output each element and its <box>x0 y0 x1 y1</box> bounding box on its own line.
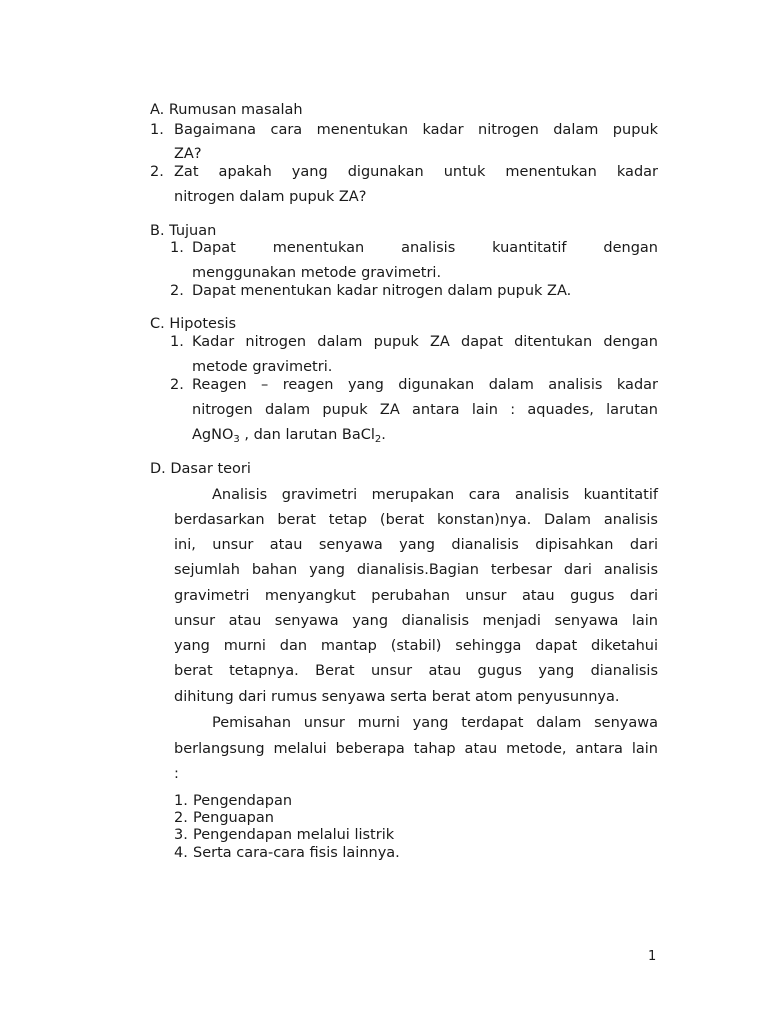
heading-tujuan: B. Tujuan <box>150 223 217 239</box>
list-item-line: Kadar nitrogen dalam pupuk ZA dapat ditentukan dengan <box>192 334 658 350</box>
list-item: Penguapan <box>193 810 274 826</box>
subscript: 3 <box>233 434 240 445</box>
list-item-line: Zat apakah yang digunakan untuk menentukan kadar <box>174 164 658 180</box>
list-number: 1. <box>174 793 188 809</box>
list-item-line: metode gravimetri. <box>192 359 333 375</box>
list-item-line: ZA? <box>174 146 202 162</box>
list-item-line: Bagaimana cara menentukan kadar nitrogen dalam pupuk <box>174 122 658 138</box>
paragraph-line: dihitung dari rumus senyawa serta berat atom penyusunnya. <box>174 689 620 705</box>
paragraph-line: Analisis gravimetri merupakan cara analisis kuantitatif <box>212 487 658 503</box>
list-item-line: Dapat menentukan analisis kuantitatif dengan <box>192 240 658 256</box>
paragraph-line: sejumlah bahan yang dianalisis.Bagian terbesar dari analisis <box>174 562 658 578</box>
paragraph-line: : <box>174 766 179 782</box>
list-number: 2. <box>174 810 188 826</box>
period: . <box>381 427 386 443</box>
list-number: 1. <box>150 122 164 138</box>
list-item: Serta cara-cara fisis lainnya. <box>193 845 400 861</box>
paragraph-line: berat tetapnya. Berat unsur atau gugus yang dianalisis <box>174 663 658 679</box>
page-number: 1 <box>648 949 657 964</box>
list-number: 1. <box>170 334 184 350</box>
list-item-line: Dapat menentukan kadar nitrogen dalam pupuk ZA. <box>192 283 572 299</box>
subscript: 2 <box>374 434 382 445</box>
paragraph-line: yang murni dan mantap (stabil) sehingga dapat diketahui <box>174 638 658 654</box>
paragraph-line: gravimetri menyangkut perubahan unsur atau gugus dari <box>174 588 658 604</box>
list-item-line-formula <box>192 425 386 445</box>
paragraph-line: berlangsung melalui beberapa tahap atau metode, antara lain <box>174 741 658 757</box>
formula-agno: AgNO <box>192 427 234 443</box>
list-item-line: nitrogen dalam pupuk ZA antara lain : aquades, larutan <box>192 402 658 418</box>
list-number: 2. <box>150 164 164 180</box>
heading-rumusan-masalah: A. Rumusan masalah <box>150 102 303 118</box>
formula-bacl: , dan larutan BaCl <box>239 427 375 443</box>
paragraph-line: Pemisahan unsur murni yang terdapat dalam senyawa <box>212 715 658 731</box>
heading-hipotesis: C. Hipotesis <box>150 316 237 332</box>
list-number: 4. <box>174 845 188 861</box>
heading-dasar-teori: D. Dasar teori <box>150 461 251 477</box>
paragraph-line: unsur atau senyawa yang dianalisis menjadi senyawa lain <box>174 613 658 629</box>
list-item: Pengendapan <box>193 793 293 809</box>
list-number: 3. <box>174 827 188 843</box>
list-item-line: nitrogen dalam pupuk ZA? <box>174 189 367 205</box>
list-number: 2. <box>170 283 184 299</box>
list-item-line: Reagen – reagen yang digunakan dalam analisis kadar <box>192 377 658 393</box>
paragraph-line: ini, unsur atau senyawa yang dianalisis dipisahkan dari <box>174 537 658 553</box>
paragraph-line: berdasarkan berat tetap (berat konstan)nya. Dalam analisis <box>174 512 658 528</box>
list-item: Pengendapan melalui listrik <box>193 827 395 843</box>
list-number: 2. <box>170 377 184 393</box>
list-number: 1. <box>170 240 184 256</box>
list-item-line: menggunakan metode gravimetri. <box>192 265 442 281</box>
